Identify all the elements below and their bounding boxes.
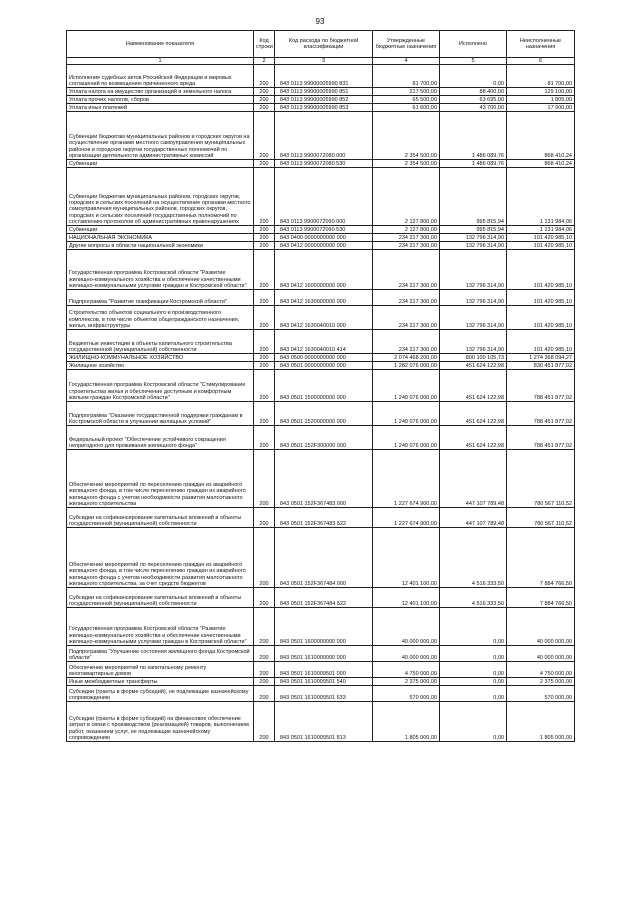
row-line-code: 200	[254, 528, 275, 588]
row-approved: 2 127 800,00	[373, 168, 440, 226]
row-budget-code: 843 0501 1610000000 000	[275, 646, 373, 662]
row-name: Подпрограмма "Улучшение состояния жилищного фонда Костромской области"	[67, 646, 254, 662]
row-name: Субвенции	[67, 160, 254, 168]
row-name: Субсидии на софинансирование капитальных вложений в объекты государственной (муниципальной) собственности	[67, 508, 254, 528]
header-budget-code: Код расхода по бюджетной классификации	[275, 31, 373, 58]
table-row	[67, 402, 575, 426]
row-approved: 61 600,00	[373, 104, 440, 112]
row-approved: 1 805 000,00	[373, 702, 440, 742]
row-budget-code: 843 0501 1610009501 813	[275, 702, 373, 742]
row-name: Обеспечение мероприятий по переселению граждан из аварийного жилищного фонда, в том числе переселению граждан из аварийного жилищного фонда с учетом необходимости развития малоэтажного жилищного строительства, за счет средств бюджетов	[67, 528, 254, 588]
row-executed: 0,00	[440, 65, 507, 88]
row-line-code: 200	[254, 588, 275, 608]
row-budget-code: 843 0501 152F367483 522	[275, 508, 373, 528]
row-executed: 4 516 333,50	[440, 528, 507, 588]
row-unexecuted: 868 410,24	[507, 160, 575, 168]
row-line-code: 200	[254, 234, 275, 242]
row-budget-code: 843 0113 9900072080 000	[275, 112, 373, 160]
table-row	[67, 250, 575, 290]
table-row	[67, 168, 575, 226]
row-line-code: 200	[254, 226, 275, 234]
row-approved: 234 217 300,00	[373, 234, 440, 242]
row-line-code: 200	[254, 290, 275, 306]
column-number: 2	[254, 58, 275, 65]
row-name: Субвенции бюджетам муниципальных районов, городских округов, городских и сельских поселений на осуществление органами местного самоуправления муниципальных районов, городских округов, городских и сельских поселений государственных полномочий по составлению протоколов об административных правонарушениях	[67, 168, 254, 226]
row-name: Государственная программа Костромской области "Развитие жилищно-коммунального хозяйства и обеспечение качественными жилищно-коммунальными услугами граждан в Костромской области"	[67, 608, 254, 646]
row-name: Субсидии на софинансирование капитальных вложений в объекты государственной (муниципальной) собственности	[67, 588, 254, 608]
row-line-code: 200	[254, 88, 275, 96]
table-row	[67, 306, 575, 330]
row-unexecuted: 40 000 000,00	[507, 646, 575, 662]
row-approved: 1 282 076 000,00	[373, 362, 440, 370]
row-budget-code: 843 0501 1500000000 000	[275, 370, 373, 402]
row-unexecuted: 101 420 985,10	[507, 250, 575, 290]
row-approved: 12 401 100,00	[373, 588, 440, 608]
row-line-code: 200	[254, 242, 275, 250]
column-number: 6	[507, 58, 575, 65]
row-budget-code: 843 0500 0000000000 000	[275, 354, 373, 362]
row-executed: 451 624 122,98	[440, 362, 507, 370]
table-row	[67, 112, 575, 160]
row-unexecuted: 101 420 985,10	[507, 242, 575, 250]
row-approved: 65 500,00	[373, 96, 440, 104]
row-budget-code: 843 0501 1600000000 000	[275, 608, 373, 646]
row-name: Федеральный проект "Обеспечение устойчивого сокращения непригодного для проживания жилищного фонда"	[67, 426, 254, 450]
row-executed: 88 400,00	[440, 88, 507, 96]
row-unexecuted: 788 451 877,02	[507, 426, 575, 450]
row-budget-code: 843 0400 0000000000 000	[275, 234, 373, 242]
row-unexecuted: 40 000 000,00	[507, 608, 575, 646]
row-approved: 234 217 300,00	[373, 306, 440, 330]
column-number: 5	[440, 58, 507, 65]
row-executed: 1 486 089,76	[440, 112, 507, 160]
row-unexecuted: 780 567 110,52	[507, 450, 575, 508]
row-unexecuted: 1 805 000,00	[507, 702, 575, 742]
page-number: 93	[315, 17, 325, 26]
row-executed: 0,00	[440, 646, 507, 662]
row-name: Субвенции бюджетам муниципальных районов и городских округов на осуществление органами местного самоуправления муниципальных районов и городских округов государственных полномочий по организации деятельности административных комиссий	[67, 112, 254, 160]
row-unexecuted: 101 420 985,10	[507, 330, 575, 354]
row-executed: 995 815,94	[440, 226, 507, 234]
row-executed: 132 796 314,90	[440, 234, 507, 242]
table-row	[67, 702, 575, 742]
row-unexecuted: 101 420 985,10	[507, 306, 575, 330]
row-budget-code: 843 0501 152F300000 000	[275, 426, 373, 450]
row-name: Государственная программа Костромской области "Развитие жилищно-коммунального хозяйства и обеспечение качественными жилищно-коммунальными услугами граждан в Костромской области"	[67, 250, 254, 290]
table-row	[67, 104, 575, 112]
table-row	[67, 686, 575, 702]
row-line-code: 200	[254, 96, 275, 104]
row-line-code: 200	[254, 508, 275, 528]
budget-execution-table	[66, 30, 575, 742]
row-approved: 1 227 674 900,00	[373, 450, 440, 508]
row-line-code: 200	[254, 160, 275, 168]
row-name: Строительство объектов социального и производственного комплексов, в том числе объектов общегражданского назначения, жилья, инфраструктуры	[67, 306, 254, 330]
row-budget-code: 843 0501 1610009501 633	[275, 686, 373, 702]
row-budget-code: 843 0113 99000005990 831	[275, 65, 373, 88]
row-budget-code: 843 0412 0000000000 000	[275, 242, 373, 250]
table-row	[67, 88, 575, 96]
row-name: Подпрограмма "Развитие газификации Костромской области"	[67, 290, 254, 306]
row-budget-code: 843 0412 1600000000 000	[275, 250, 373, 290]
row-approved: 234 217 300,00	[373, 242, 440, 250]
row-line-code: 200	[254, 168, 275, 226]
row-approved: 570 000,00	[373, 686, 440, 702]
row-budget-code: 843 0412 1630000000 000	[275, 290, 373, 306]
row-line-code: 200	[254, 678, 275, 686]
row-approved: 234 217 300,00	[373, 330, 440, 354]
row-unexecuted: 1 131 984,06	[507, 226, 575, 234]
row-budget-code: 843 0113 99000005990 851	[275, 88, 373, 96]
row-line-code: 200	[254, 662, 275, 678]
row-budget-code: 843 0412 1630040010 414	[275, 330, 373, 354]
row-executed: 1 486 089,76	[440, 160, 507, 168]
row-unexecuted: 4 750 000,00	[507, 662, 575, 678]
row-name: Обеспечение мероприятий по переселению граждан из аварийного жилищного фонда, в том числе переселению граждан из аварийного жилищного фонда с учетом необходимости развития малоэтажного жилищного строительства	[67, 450, 254, 508]
row-executed: 132 796 314,90	[440, 330, 507, 354]
row-approved: 217 500,00	[373, 88, 440, 96]
row-approved: 4 750 000,00	[373, 662, 440, 678]
table-row	[67, 528, 575, 588]
row-unexecuted: 2 375 000,00	[507, 678, 575, 686]
row-executed: 0,00	[440, 608, 507, 646]
row-budget-code: 843 0501 152F367484 000	[275, 528, 373, 588]
row-unexecuted: 7 884 766,50	[507, 588, 575, 608]
row-name: Субсидии (гранты в форме субсидий) на финансовое обеспечение затрат в связи с производством (реализацией) товаров, выполнением работ, оказанием услуг, не подлежащие казначейскому сопровождению	[67, 702, 254, 742]
table-body	[67, 65, 575, 742]
row-executed: 132 796 314,90	[440, 306, 507, 330]
row-name: Уплата иных платежей	[67, 104, 254, 112]
row-approved: 2 354 500,00	[373, 112, 440, 160]
row-budget-code: 843 0501 0000000000 000	[275, 362, 373, 370]
row-executed: 0,00	[440, 678, 507, 686]
row-line-code: 200	[254, 426, 275, 450]
row-name: Уплата налога на имущество организаций и земельного налога	[67, 88, 254, 96]
table-row	[67, 362, 575, 370]
row-approved: 1 240 076 000,00	[373, 402, 440, 426]
row-name: Иные межбюджетные трансферты	[67, 678, 254, 686]
row-line-code: 200	[254, 370, 275, 402]
header-approved: Утвержденные бюджетные назначения	[373, 31, 440, 58]
row-approved: 2 354 500,00	[373, 160, 440, 168]
row-executed: 0,00	[440, 702, 507, 742]
row-approved: 2 375 000,00	[373, 678, 440, 686]
table-row	[67, 646, 575, 662]
column-number: 3	[275, 58, 373, 65]
table-row	[67, 678, 575, 686]
row-approved: 1 240 076 000,00	[373, 426, 440, 450]
row-unexecuted: 788 451 877,02	[507, 402, 575, 426]
row-approved: 40 000 000,00	[373, 646, 440, 662]
row-unexecuted: 7 884 766,50	[507, 528, 575, 588]
row-approved: 1 240 076 000,00	[373, 370, 440, 402]
row-approved: 234 217 300,00	[373, 290, 440, 306]
row-name: НАЦИОНАЛЬНАЯ ЭКОНОМИКА	[67, 234, 254, 242]
row-approved: 2 127 800,00	[373, 226, 440, 234]
row-budget-code: 843 0501 1610009501 000	[275, 662, 373, 678]
row-executed: 447 107 789,48	[440, 450, 507, 508]
table-row	[67, 426, 575, 450]
row-unexecuted: 868 410,24	[507, 112, 575, 160]
row-executed: 4 516 333,50	[440, 588, 507, 608]
row-line-code: 200	[254, 646, 275, 662]
row-executed: 43 700,00	[440, 104, 507, 112]
row-executed: 451 624 122,98	[440, 402, 507, 426]
row-budget-code: 843 0113 9900072090 000	[275, 168, 373, 226]
row-line-code: 200	[254, 402, 275, 426]
table-row	[67, 608, 575, 646]
row-name: Обеспечение мероприятий по капитальному ремонту многоквартирных домов	[67, 662, 254, 678]
row-line-code: 200	[254, 354, 275, 362]
row-budget-code: 843 0501 152F367484 522	[275, 588, 373, 608]
table-row	[67, 588, 575, 608]
row-executed: 800 100 105,73	[440, 354, 507, 362]
row-unexecuted: 570 000,00	[507, 686, 575, 702]
row-name: Субсидии (гранты в форме субсидий), не подлежащие казначейскому сопровождению	[67, 686, 254, 702]
row-line-code: 200	[254, 702, 275, 742]
row-name: ЖИЛИЩНО-КОММУНАЛЬНОЕ ХОЗЯЙСТВО	[67, 354, 254, 362]
table-row	[67, 450, 575, 508]
row-line-code: 200	[254, 686, 275, 702]
row-unexecuted: 1 805,00	[507, 96, 575, 104]
row-name: Субвенции	[67, 226, 254, 234]
row-name: Другие вопросы в области национальной экономики	[67, 242, 254, 250]
row-executed: 0,00	[440, 662, 507, 678]
column-number-row	[67, 58, 575, 65]
row-executed: 63 695,00	[440, 96, 507, 104]
table-row	[67, 290, 575, 306]
row-executed: 132 796 314,90	[440, 242, 507, 250]
row-unexecuted: 788 451 877,02	[507, 370, 575, 402]
row-unexecuted: 17 900,00	[507, 104, 575, 112]
row-approved: 1 227 674 900,00	[373, 508, 440, 528]
table-row	[67, 354, 575, 362]
header-line-code: Код строки	[254, 31, 275, 58]
row-budget-code: 843 0501 152F367483 000	[275, 450, 373, 508]
row-line-code: 200	[254, 450, 275, 508]
row-budget-code: 843 0113 99000005990 853	[275, 104, 373, 112]
column-number: 1	[67, 58, 254, 65]
table-row	[67, 242, 575, 250]
row-approved: 81 700,00	[373, 65, 440, 88]
row-unexecuted: 780 567 110,52	[507, 508, 575, 528]
row-executed: 132 796 314,90	[440, 290, 507, 306]
row-executed: 995 815,94	[440, 168, 507, 226]
table-row	[67, 370, 575, 402]
row-budget-code: 843 0113 9900072090 530	[275, 226, 373, 234]
row-executed: 0,00	[440, 686, 507, 702]
row-budget-code: 843 0113 99000005990 852	[275, 96, 373, 104]
row-line-code: 200	[254, 250, 275, 290]
row-unexecuted: 101 420 985,10	[507, 290, 575, 306]
row-line-code: 200	[254, 104, 275, 112]
row-approved: 2 074 468 200,00	[373, 354, 440, 362]
row-name: Исполнение судебных актов Российской Федерации и мировых соглашений по возмещению причиненного вреда	[67, 65, 254, 88]
row-name: Государственная программа Костромской области "Стимулирование строительства жилья и обеспечение доступным и комфортным жильем граждан Костромской области"	[67, 370, 254, 402]
row-approved: 40 000 000,00	[373, 608, 440, 646]
row-unexecuted: 1 131 984,06	[507, 168, 575, 226]
column-number: 4	[373, 58, 440, 65]
row-line-code: 200	[254, 306, 275, 330]
table-row	[67, 330, 575, 354]
table-row	[67, 96, 575, 104]
table-row	[67, 234, 575, 242]
table-row	[67, 508, 575, 528]
row-unexecuted: 129 100,00	[507, 88, 575, 96]
row-name: Подпрограмма "Оказание государственной поддержки гражданам в Костромской области в улучшении жилищных условий"	[67, 402, 254, 426]
table-row	[67, 662, 575, 678]
row-name: Бюджетные инвестиции в объекты капитального строительства государственной (муниципальной) собственности	[67, 330, 254, 354]
table-row	[67, 65, 575, 88]
row-line-code: 200	[254, 362, 275, 370]
row-executed: 451 624 122,98	[440, 426, 507, 450]
row-approved: 234 217 300,00	[373, 250, 440, 290]
row-name: Уплата прочих налогов, сборов	[67, 96, 254, 104]
table-row	[67, 226, 575, 234]
header-executed: Исполнено	[440, 31, 507, 58]
row-unexecuted: 81 700,00	[507, 65, 575, 88]
header-name: Наименование показателя	[67, 31, 254, 58]
row-unexecuted: 101 420 985,10	[507, 234, 575, 242]
row-name: Жилищное хозяйство	[67, 362, 254, 370]
row-line-code: 200	[254, 330, 275, 354]
row-budget-code: 843 0501 1610009501 540	[275, 678, 373, 686]
header-row	[67, 31, 575, 58]
row-line-code: 200	[254, 608, 275, 646]
table-row	[67, 160, 575, 168]
row-line-code: 200	[254, 65, 275, 88]
row-executed: 447 107 789,48	[440, 508, 507, 528]
row-line-code: 200	[254, 112, 275, 160]
row-executed: 132 796 314,90	[440, 250, 507, 290]
row-budget-code: 843 0412 1630040010 000	[275, 306, 373, 330]
header-unexecuted: Неисполненные назначения	[507, 31, 575, 58]
row-unexecuted: 830 451 877,02	[507, 362, 575, 370]
row-unexecuted: 1 274 368 094,27	[507, 354, 575, 362]
row-budget-code: 843 0113 9900072080 530	[275, 160, 373, 168]
row-approved: 12 401 100,00	[373, 528, 440, 588]
row-executed: 451 624 122,98	[440, 370, 507, 402]
row-budget-code: 843 0501 1520000000 000	[275, 402, 373, 426]
